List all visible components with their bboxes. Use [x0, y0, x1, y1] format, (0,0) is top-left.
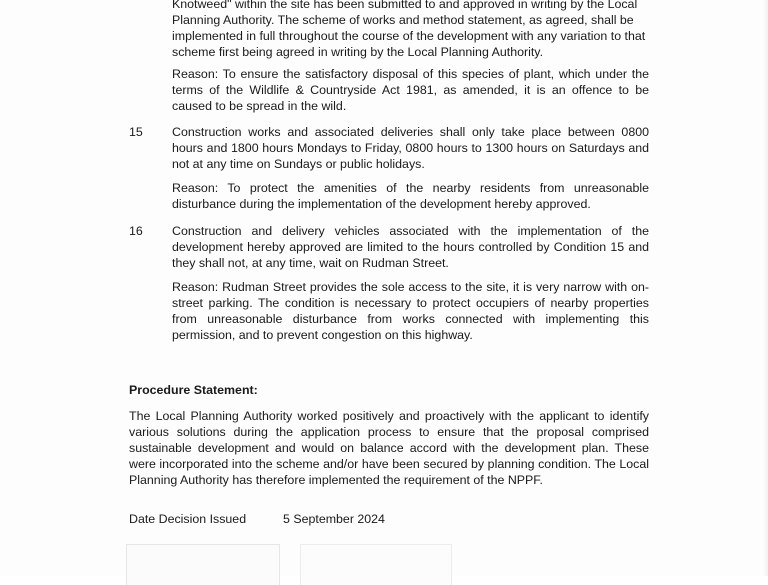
date-decision-issued-label: Date Decision Issued — [129, 512, 247, 526]
condition-14-reason: Reason: To ensure the satisfactory disposal of this species of plant, which under the terms of the Wildlife & Countryside Act 1981, as amended, it is an offence to be caused to be spread in the wild. — [172, 67, 649, 113]
condition-14-line-2: Planning Authority. The scheme of works and method statement, as agreed, shall be — [172, 13, 634, 27]
condition-15-text: Construction works and associated deliveries shall only take place between 0800 hours and 1800 hours Mondays to Friday, 0800 hours to 1300 hours on Saturdays and not at any time on Sundays or public holidays. — [172, 125, 649, 171]
condition-14-line-3: implemented in full throughout the course of the development with any variation to that — [172, 29, 646, 43]
condition-14-line-4: scheme first being agreed in writing by the Local Planning Authority. — [172, 45, 544, 59]
signature-box — [126, 544, 280, 585]
condition-16-number: 16 — [129, 224, 143, 238]
signature-box-secondary — [300, 544, 452, 585]
procedure-statement-text: The Local Planning Authority worked positively and proactively with the applicant to identify various solutions during the application process to ensure that the proposal comprised sustainable development and would on balance accord with the development plan. These were incorporated into the scheme and/or have been secured by planning condition. The Local Planning Authority has therefore implemented the requirement of the NPPF. — [129, 409, 649, 487]
condition-15-number: 15 — [129, 125, 143, 139]
condition-14-line-1: Knotweed" within the site has been submitted to and approved in writing by the Local — [172, 0, 638, 11]
condition-16-reason: Reason: Rudman Street provides the sole access to the site, it is very narrow with on-street parking. The condition is necessary to protect occupiers of nearby properties from unreasonable disturbance from works connected with implementing this permission, and to prevent congestion on this highway. — [172, 280, 649, 342]
condition-15-reason: Reason: To protect the amenities of the nearby residents from unreasonable disturbance during the implementation of the development hereby approved. — [172, 181, 649, 211]
condition-16-text: Construction and delivery vehicles associated with the implementation of the development hereby approved are limited to the hours controlled by Condition 15 and they shall not, at any time, wait on Rudman Street. — [172, 224, 649, 270]
page-edge-shadow — [762, 0, 768, 576]
procedure-statement-heading: Procedure Statement: — [129, 383, 258, 397]
date-decision-issued-value: 5 September 2024 — [283, 512, 385, 526]
condition-14-text — [172, 0, 649, 60]
